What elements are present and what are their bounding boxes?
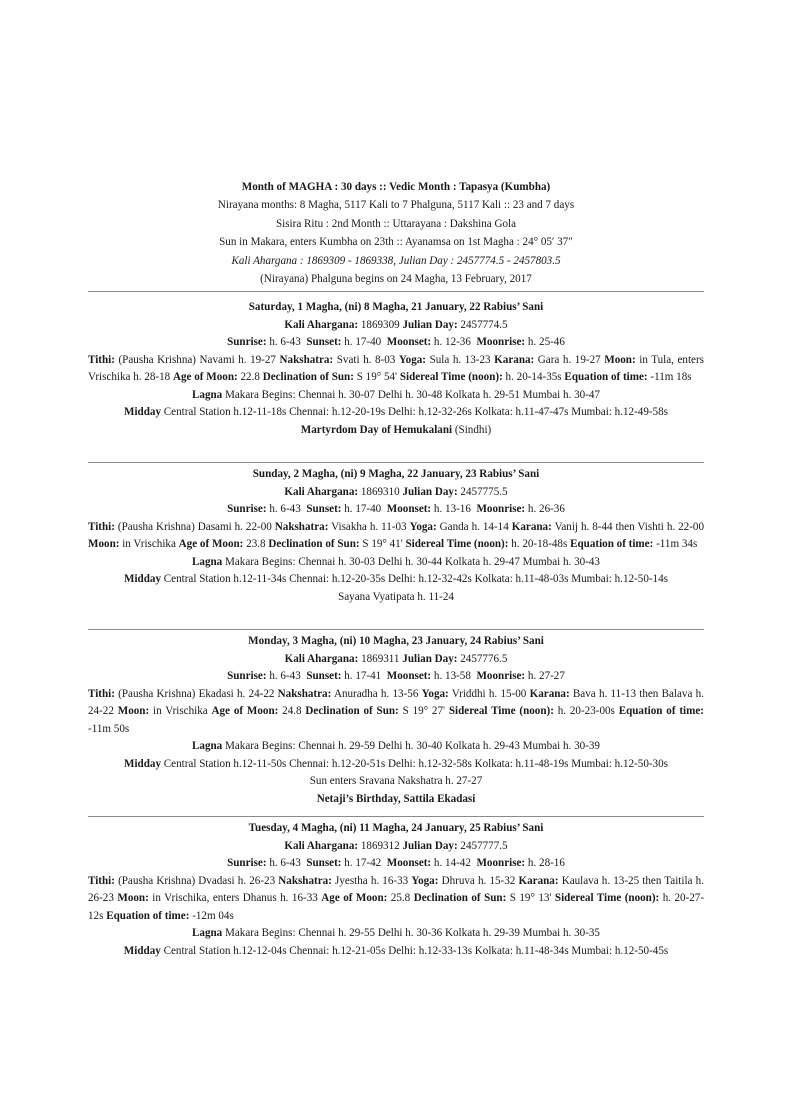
sidereal-label: Sidereal Time (noon): (399, 371, 503, 383)
sunrise-label: Sunrise: (227, 670, 267, 682)
nakshatra-value: Jyestha h. 16-33 (335, 874, 409, 887)
midday-label: Midday (124, 757, 161, 770)
sidereal-label: Sidereal Time (noon): (448, 705, 554, 717)
age-value: 25.8 (390, 892, 411, 904)
month-header (88, 178, 704, 288)
sidereal-label: Sidereal Time (noon): (554, 892, 660, 904)
karana-value: Bava h. 11-13 then Balava h. 24-22 (88, 687, 704, 717)
sunset-value: h. 17-40 (344, 336, 382, 348)
kali-label: Kali Ahargana : (231, 254, 304, 267)
sidereal-value: h. 20-23-00s (557, 705, 615, 717)
moon-value: in Tula, enters Vrischika h. 28-18 (88, 353, 704, 383)
kali-value: 1869309 (360, 318, 400, 331)
festival-line (88, 422, 704, 440)
sidereal-value: h. 20-27-12s (88, 892, 705, 922)
julian-label: Julian Day: (402, 318, 458, 331)
phalguna-line: (Nirayana) Phalguna begins on 24 Magha, 13 February, 2017 (260, 272, 532, 285)
tithi-label: Tithi: (88, 520, 115, 533)
sun-moon-times (88, 501, 704, 519)
sun-moon-times (88, 668, 704, 686)
midday-label: Midday (124, 406, 161, 418)
kali-value: 1869310 (360, 485, 400, 498)
lagna-line (88, 925, 704, 943)
equation-value: -11m 50s (88, 722, 130, 735)
nakshatra-value: Anuradha h. 13-56 (333, 687, 419, 700)
tithi-label: Tithi: (88, 353, 115, 366)
sidereal-label: Sidereal Time (noon): (405, 538, 509, 550)
festival-note: (Sindhi) (452, 423, 492, 436)
sunset-label: Sunset: (306, 857, 342, 869)
day-title: Tuesday, 4 Magha, (ni) 11 Magha, 24 January, 25 Rabius’ Sani (248, 822, 544, 834)
day-title: Sunday, 2 Magha, (ni) 9 Magha, 22 January, 23 Rabius’ Sani (252, 468, 540, 480)
sunset-label: Sunset: (306, 336, 342, 348)
julian-value: 2457776.5 (460, 652, 508, 665)
kali-label: Kali Ahargana: (284, 652, 359, 665)
moonrise-label: Moonrise: (476, 857, 526, 869)
ayanamsa-line: Sun in Makara, enters Kumbha on 23th :: Ayanamsa on 1st Magha : 24° 05′ 37″ (219, 236, 573, 249)
month-title: Month of MAGHA : 30 days :: Vedic Month : Tapasya (Kumbha) (241, 181, 551, 193)
declination-value: S 19° 27' (402, 705, 446, 717)
moon-value: in Vrischika, enters Dhanus h. 16-33 (152, 892, 318, 904)
declination-label: Declination of Sun: (262, 371, 354, 383)
karana-value: Vanij h. 8-44 then Vishti h. 22-00 (554, 520, 704, 533)
kali-value: 1869311 (361, 652, 400, 665)
ahargana-line (88, 484, 704, 502)
ahargana-line (88, 838, 704, 856)
age-value: 24.8 (282, 705, 302, 717)
moonrise-value: h. 26-36 (527, 503, 565, 515)
day-entry (88, 299, 704, 439)
karana-label: Karana: (518, 874, 559, 887)
tithi-label: Tithi: (88, 874, 115, 887)
lagna-line (88, 554, 704, 572)
equation-value: -11m 18s (650, 371, 692, 383)
karana-value: Kaulava h. 13-25 then Taitila h. 26-23 (88, 874, 704, 904)
midday-line (88, 756, 704, 774)
divider (88, 291, 704, 292)
age-label: Age of Moon: (211, 705, 279, 717)
nakshatra-value: Visakha h. 11-03 (331, 520, 407, 533)
lagna-label: Lagna (192, 927, 223, 939)
kali-range: 1869309 - 1869338, (303, 254, 399, 267)
declination-value: S 19° 54' (356, 371, 398, 383)
nakshatra-label: Nakshatra: (279, 353, 334, 366)
equation-value: -12m 04s (192, 909, 234, 922)
julian-range: 2457774.5 - 2457803.5 (454, 254, 561, 267)
sidereal-value: h. 20-18-48s (511, 538, 568, 550)
panchanga-details (88, 686, 704, 739)
yoga-label: Yoga: (409, 520, 437, 533)
festival-line: Netaji’s Birthday, Sattila Ekadasi (316, 792, 476, 805)
panchanga-details (88, 519, 704, 554)
lagna-value: Makara Begins: Chennai h. 29-59 Delhi h. 30-40 Kolkata h. 29-43 Mumbai h. 30-39 (225, 740, 600, 752)
yoga-label: Yoga: (398, 353, 426, 366)
ahargana-line (88, 317, 704, 335)
karana-label: Karana: (494, 353, 535, 366)
day-title: Saturday, 1 Magha, (ni) 8 Magha, 21 January, 22 Rabius’ Sani (248, 301, 544, 313)
age-label: Age of Moon: (321, 892, 388, 904)
equation-label: Equation of time: (570, 538, 654, 550)
moonrise-label: Moonrise: (476, 503, 526, 515)
midday-line (88, 404, 704, 422)
declination-value: S 19° 13' (509, 892, 552, 904)
divider (88, 629, 704, 630)
moonset-value: h. 13-16 (433, 503, 471, 515)
julian-value: 2457777.5 (460, 839, 508, 852)
moonset-label: Moonset: (386, 670, 432, 682)
midday-value: Central Station h.12-12-04s Chennai: h.12-21-05s Delhi: h.12-33-13s Kolkata: h.11-48-34s Mumbai: h.12-50-45s (163, 944, 669, 957)
day-entry (88, 466, 704, 606)
day-title: Monday, 3 Magha, (ni) 10 Magha, 23 January, 24 Rabius’ Sani (248, 635, 544, 647)
midday-value: Central Station h.12-11-34s Chennai: h.12-20-35s Delhi: h.12-32-42s Kolkata: h.11-48-03s Mumbai: h.12-50-14s (163, 573, 668, 585)
julian-label: Julian Day : (398, 254, 455, 267)
sunrise-value: h. 6-43 (269, 503, 301, 515)
moonset-label: Moonset: (386, 503, 432, 515)
event-note: Sun enters Sravana Nakshatra h. 27-27 (309, 775, 483, 787)
julian-value: 2457775.5 (460, 485, 508, 498)
sunrise-label: Sunrise: (227, 857, 267, 869)
lagna-line (88, 387, 704, 405)
nakshatra-label: Nakshatra: (278, 874, 332, 887)
day-entry (88, 820, 704, 960)
sunset-label: Sunset: (306, 503, 342, 515)
lagna-value: Makara Begins: Chennai h. 30-07 Delhi h. 30-48 Kolkata h. 29-51 Mumbai h. 30-47 (225, 388, 600, 401)
moonset-label: Moonset: (386, 336, 432, 348)
tithi-label: Tithi: (88, 687, 115, 700)
midday-label: Midday (124, 573, 161, 585)
sunset-value: h. 17-42 (344, 857, 382, 869)
kali-label: Kali Ahargana: (284, 485, 359, 498)
julian-label: Julian Day: (402, 652, 458, 665)
midday-line (88, 571, 704, 589)
moonset-value: h. 14-42 (433, 857, 471, 869)
panchanga-details (88, 873, 704, 926)
kali-value: 1869312 (360, 839, 400, 852)
divider (88, 816, 704, 817)
age-label: Age of Moon: (178, 538, 244, 550)
tithi-value: (Pausha Krishna) Navami h. 19-27 (118, 353, 276, 366)
nakshatra-label: Nakshatra: (274, 520, 329, 533)
moon-label: Moon: (117, 892, 149, 904)
sun-moon-times (88, 855, 704, 873)
karana-value: Gara h. 19-27 (537, 353, 601, 366)
karana-label: Karana: (511, 520, 552, 533)
declination-label: Declination of Sun: (305, 705, 399, 717)
nirayana-months-line: Nirayana months: 8 Magha, 5117 Kali to 7 Phalguna, 5117 Kali :: 23 and 7 days (217, 199, 575, 212)
midday-label: Midday (123, 944, 161, 957)
tithi-value: (Pausha Krishna) Dasami h. 22-00 (117, 520, 272, 533)
sunset-label: Sunset: (306, 670, 342, 682)
julian-label: Julian Day: (402, 839, 458, 852)
moonrise-label: Moonrise: (476, 336, 526, 348)
lagna-value: Makara Begins: Chennai h. 30-03 Delhi h. 30-44 Kolkata h. 29-47 Mumbai h. 30-43 (225, 555, 600, 568)
moon-value: in Vrischika (152, 705, 208, 717)
yoga-value: Dhruva h. 15-32 (441, 874, 516, 887)
ritu-line: Sisira Ritu : 2nd Month :: Uttarayana : Dakshina Gola (275, 217, 517, 230)
sunrise-value: h. 6-43 (269, 336, 301, 348)
declination-label: Declination of Sun: (413, 892, 507, 904)
moon-value: in Vrischika (122, 538, 176, 550)
moonset-label: Moonset: (386, 857, 432, 869)
moonrise-value: h. 25-46 (527, 336, 565, 348)
sunset-value: h. 17-41 (344, 670, 382, 682)
karana-label: Karana: (529, 687, 570, 700)
nakshatra-value: Svati h. 8-03 (336, 353, 396, 366)
sunrise-value: h. 6-43 (269, 670, 301, 682)
day-entry (88, 633, 704, 808)
age-label: Age of Moon: (173, 371, 238, 383)
moonrise-value: h. 28-16 (527, 857, 565, 869)
sunrise-label: Sunrise: (227, 336, 267, 348)
declination-label: Declination of Sun: (268, 538, 360, 550)
lagna-line (88, 738, 704, 756)
moon-label: Moon: (88, 538, 120, 550)
yoga-value: Ganda h. 14-14 (439, 520, 509, 533)
sunrise-label: Sunrise: (227, 503, 267, 515)
divider (88, 462, 704, 463)
sunset-value: h. 17-40 (344, 503, 382, 515)
kali-label: Kali Ahargana: (284, 318, 359, 331)
moon-label: Moon: (117, 705, 150, 717)
equation-label: Equation of time: (618, 705, 704, 717)
moonset-value: h. 13-58 (433, 670, 471, 682)
midday-value: Central Station h.12-11-18s Chennai: h.12-20-19s Delhi: h.12-32-26s Kolkata: h.11-47-47s Mumbai: h.12-49-58s (163, 406, 668, 418)
nakshatra-label: Nakshatra: (277, 687, 332, 700)
age-value: 23.8 (246, 538, 266, 550)
tithi-value: (Pausha Krishna) Dvadasi h. 26-23 (118, 874, 276, 887)
midday-line (88, 943, 704, 961)
moon-label: Moon: (604, 353, 636, 366)
julian-label: Julian Day: (402, 485, 458, 498)
age-value: 22.8 (240, 371, 260, 383)
ahargana-range-line (88, 252, 704, 270)
moonrise-label: Moonrise: (476, 670, 526, 682)
julian-value: 2457774.5 (460, 318, 508, 331)
lagna-label: Lagna (192, 555, 223, 568)
midday-value: Central Station h.12-11-50s Chennai: h.12-20-51s Delhi: h.12-32-58s Kolkata: h.11-48-19s Mumbai: h.12-50-30s (163, 757, 668, 770)
lagna-value: Makara Begins: Chennai h. 29-55 Delhi h. 30-36 Kolkata h. 29-39 Mumbai h. 30-35 (225, 927, 600, 939)
festival-name: Martyrdom Day of Hemukalani (300, 423, 453, 436)
moonrise-value: h. 27-27 (527, 670, 565, 682)
lagna-label: Lagna (192, 388, 223, 401)
sun-moon-times (88, 334, 704, 352)
moonset-value: h. 12-36 (433, 336, 471, 348)
event-note: Sayana Vyatipata h. 11-24 (338, 590, 454, 603)
yoga-value: Sula h. 13-23 (429, 353, 491, 366)
ahargana-line (88, 651, 704, 669)
sunrise-value: h. 6-43 (269, 857, 301, 869)
sidereal-value: h. 20-14-35s (505, 371, 562, 383)
yoga-label: Yoga: (411, 874, 439, 887)
lagna-label: Lagna (192, 740, 223, 752)
yoga-label: Yoga: (421, 687, 449, 700)
yoga-value: Vriddhi h. 15-00 (451, 687, 527, 700)
equation-label: Equation of time: (564, 371, 648, 383)
tithi-value: (Pausha Krishna) Ekadasi h. 24-22 (118, 687, 275, 700)
declination-value: S 19° 41' (362, 538, 403, 550)
equation-label: Equation of time: (106, 909, 190, 922)
equation-value: -11m 34s (656, 538, 698, 550)
panchanga-details (88, 352, 704, 387)
kali-label: Kali Ahargana: (284, 839, 359, 852)
